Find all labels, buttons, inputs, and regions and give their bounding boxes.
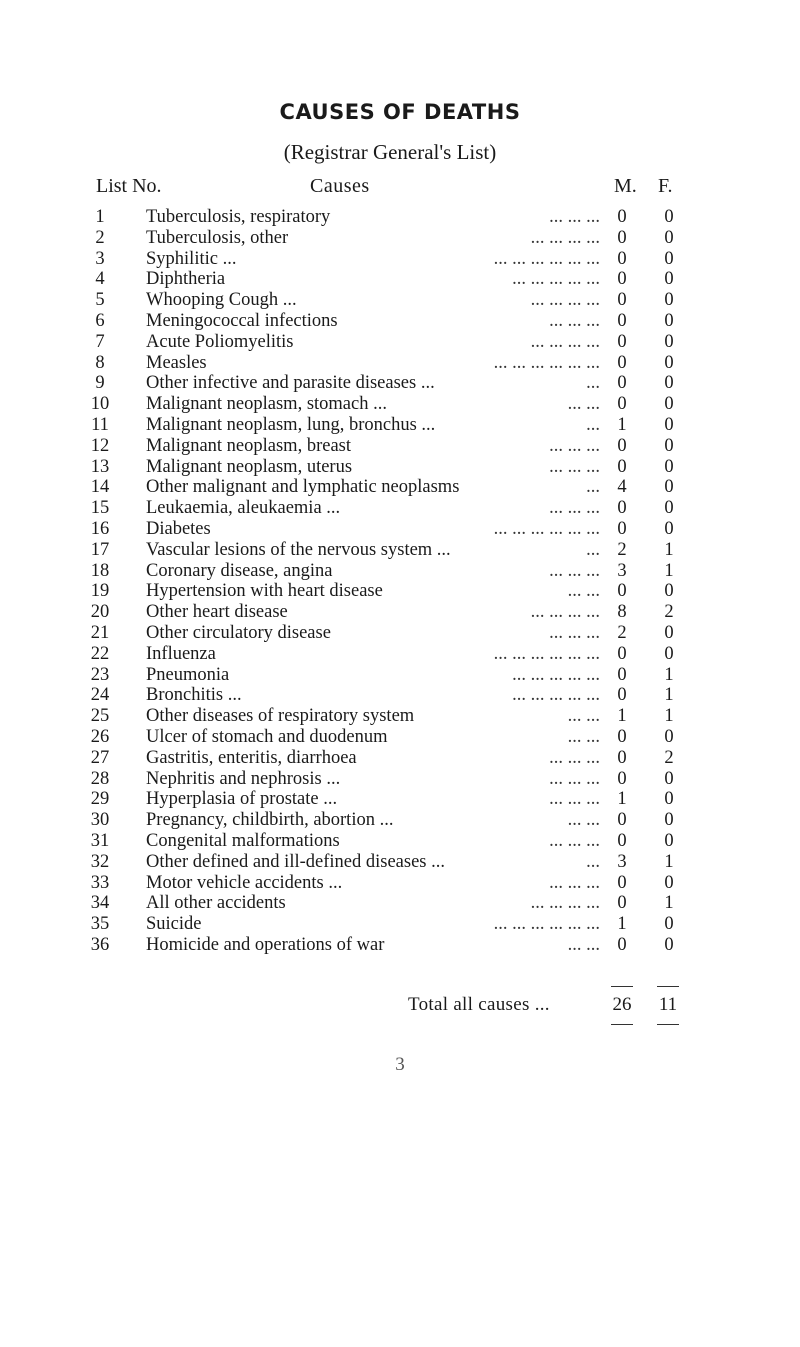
row-number: 10 — [90, 394, 110, 415]
row-female-count: 0 — [664, 248, 674, 269]
table-row — [0, 249, 800, 270]
row-cause: Meningococcal infections — [146, 310, 338, 331]
row-cause: Other infective and parasite diseases ... — [146, 373, 435, 394]
row-male-count: 0 — [617, 290, 627, 311]
row-male-count: 0 — [617, 810, 627, 831]
row-number: 12 — [90, 435, 110, 456]
row-leader-dots: ... ... — [567, 810, 600, 831]
row-cause: Motor vehicle accidents ... — [146, 872, 343, 893]
row-number: 6 — [95, 310, 105, 331]
row-number: 9 — [95, 373, 105, 394]
table-row — [0, 436, 800, 457]
row-number: 15 — [90, 498, 110, 519]
row-cause: Diabetes — [146, 518, 211, 539]
row-female-count: 1 — [664, 685, 674, 706]
row-cause: Pregnancy, childbirth, abortion ... — [146, 810, 394, 831]
row-leader-dots: ... ... — [567, 934, 600, 955]
row-leader-dots: ... — [586, 539, 600, 560]
row-cause: Malignant neoplasm, lung, bronchus ... — [146, 414, 436, 435]
row-leader-dots: ... ... ... ... ... ... — [493, 352, 600, 373]
row-cause: Vascular lesions of the nervous system ... — [146, 539, 451, 560]
table-row — [0, 228, 800, 249]
table-row — [0, 477, 800, 498]
row-leader-dots: ... ... ... — [549, 310, 600, 331]
table-row — [0, 269, 800, 290]
row-female-count: 0 — [664, 622, 674, 643]
row-male-count: 0 — [617, 456, 627, 477]
row-cause: Other circulatory disease — [146, 622, 331, 643]
row-female-count: 0 — [664, 830, 674, 851]
row-male-count: 0 — [617, 207, 627, 227]
row-number: 16 — [90, 518, 110, 539]
row-number: 27 — [90, 747, 110, 768]
row-cause: Bronchitis ... — [146, 685, 242, 706]
row-female-count: 0 — [664, 581, 674, 602]
row-leader-dots: ... ... ... ... ... ... — [493, 518, 600, 539]
row-cause: Hyperplasia of prostate ... — [146, 789, 338, 810]
row-number: 7 — [95, 331, 105, 352]
row-female-count: 0 — [664, 768, 674, 789]
row-male-count: 2 — [617, 539, 627, 560]
table-header — [0, 175, 800, 205]
row-male-count: 0 — [617, 726, 627, 747]
row-male-count: 0 — [617, 664, 627, 685]
table-row — [0, 810, 800, 831]
row-male-count: 3 — [617, 851, 627, 872]
row-male-count: 0 — [617, 747, 627, 768]
table-row — [0, 207, 800, 228]
row-male-count: 1 — [617, 914, 627, 935]
row-cause: Other heart disease — [146, 602, 288, 623]
table-row — [0, 415, 800, 436]
row-number: 8 — [95, 352, 105, 373]
row-male-count: 0 — [617, 768, 627, 789]
row-leader-dots: ... ... ... — [549, 435, 600, 456]
row-leader-dots: ... — [586, 477, 600, 498]
row-leader-dots: ... ... ... — [549, 747, 600, 768]
table-row — [0, 623, 800, 644]
row-male-count: 0 — [617, 227, 627, 248]
row-male-count: 0 — [617, 352, 627, 373]
table-row — [0, 457, 800, 478]
row-female-count: 0 — [664, 414, 674, 435]
row-cause: Tuberculosis, respiratory — [146, 207, 331, 227]
row-male-count: 1 — [617, 414, 627, 435]
row-number: 23 — [90, 664, 110, 685]
row-leader-dots: ... ... ... ... ... — [512, 269, 600, 290]
causes-table — [0, 207, 800, 956]
row-female-count: 0 — [664, 456, 674, 477]
row-leader-dots: ... ... ... — [549, 560, 600, 581]
row-number: 19 — [90, 581, 110, 602]
row-female-count: 1 — [664, 893, 674, 914]
table-row — [0, 540, 800, 561]
row-number: 33 — [90, 872, 110, 893]
row-cause: Nephritis and nephrosis ... — [146, 768, 341, 789]
row-cause: Suicide — [146, 914, 202, 935]
row-leader-dots: ... ... ... — [549, 498, 600, 519]
row-number: 31 — [90, 830, 110, 851]
row-cause: Other defined and ill-defined diseases ... — [146, 851, 445, 872]
table-row — [0, 893, 800, 914]
row-male-count: 0 — [617, 310, 627, 331]
row-number: 2 — [95, 227, 105, 248]
row-leader-dots: ... ... ... ... — [530, 893, 600, 914]
row-male-count: 0 — [617, 581, 627, 602]
row-number: 21 — [90, 622, 110, 643]
row-number: 36 — [90, 934, 110, 955]
row-female-count: 1 — [664, 539, 674, 560]
table-row — [0, 602, 800, 623]
row-leader-dots: ... — [586, 373, 600, 394]
row-number: 4 — [95, 269, 105, 290]
row-cause: Measles — [146, 352, 207, 373]
row-number: 13 — [90, 456, 110, 477]
row-cause: Other malignant and lymphatic neoplasms — [146, 477, 460, 498]
row-leader-dots: ... ... — [567, 394, 600, 415]
table-row — [0, 727, 800, 748]
row-cause: Influenza — [146, 643, 216, 664]
page-number: 3 — [395, 1054, 405, 1075]
row-female-count: 0 — [664, 269, 674, 290]
page-subtitle: (Registrar General's List) — [283, 140, 497, 164]
header-male: M. — [614, 175, 637, 197]
row-cause: Pneumonia — [146, 664, 230, 685]
table-row — [0, 873, 800, 894]
row-number: 1 — [95, 207, 105, 227]
row-cause: Hypertension with heart disease — [146, 581, 383, 602]
table-row — [0, 581, 800, 602]
row-female-count: 0 — [664, 810, 674, 831]
row-male-count: 0 — [617, 934, 627, 955]
row-leader-dots: ... ... — [567, 581, 600, 602]
table-row — [0, 561, 800, 582]
table-row — [0, 311, 800, 332]
row-male-count: 0 — [617, 373, 627, 394]
row-cause: Syphilitic ... — [146, 248, 237, 269]
row-cause: Coronary disease, angina — [146, 560, 333, 581]
table-row — [0, 665, 800, 686]
row-number: 29 — [90, 789, 110, 810]
row-male-count: 3 — [617, 560, 627, 581]
row-female-count: 0 — [664, 227, 674, 248]
row-number: 17 — [90, 539, 110, 560]
row-cause: Malignant neoplasm, stomach ... — [146, 394, 387, 415]
table-row — [0, 519, 800, 540]
row-female-count: 0 — [664, 352, 674, 373]
row-female-count: 0 — [664, 373, 674, 394]
table-row — [0, 644, 800, 665]
total-rule-bottom-f — [657, 1024, 679, 1025]
row-leader-dots: ... — [586, 851, 600, 872]
row-leader-dots: ... ... ... ... ... ... — [493, 643, 600, 664]
row-male-count: 0 — [617, 872, 627, 893]
row-female-count: 0 — [664, 914, 674, 935]
row-leader-dots: ... ... ... ... — [530, 331, 600, 352]
row-leader-dots: ... ... ... — [549, 622, 600, 643]
total-rule-bottom-m — [611, 1024, 633, 1025]
row-female-count: 1 — [664, 560, 674, 581]
table-row — [0, 332, 800, 353]
row-cause: Other diseases of respiratory system — [146, 706, 415, 727]
row-number: 25 — [90, 706, 110, 727]
row-cause: Malignant neoplasm, breast — [146, 435, 351, 456]
row-male-count: 0 — [617, 518, 627, 539]
row-female-count: 0 — [664, 435, 674, 456]
row-cause: Congenital malformations — [146, 830, 340, 851]
row-leader-dots: ... ... ... — [549, 830, 600, 851]
row-cause: All other accidents — [146, 893, 286, 914]
row-cause: Malignant neoplasm, uterus — [146, 456, 353, 477]
row-female-count: 0 — [664, 310, 674, 331]
row-female-count: 0 — [664, 394, 674, 415]
table-row — [0, 498, 800, 519]
row-leader-dots: ... ... ... — [549, 789, 600, 810]
row-male-count: 4 — [617, 477, 627, 498]
row-female-count: 0 — [664, 934, 674, 955]
row-female-count: 0 — [664, 477, 674, 498]
row-cause: Leukaemia, aleukaemia ... — [146, 498, 341, 519]
row-female-count: 2 — [664, 602, 674, 623]
header-female: F. — [658, 175, 673, 197]
row-leader-dots: ... ... ... ... ... ... — [493, 248, 600, 269]
row-female-count: 0 — [664, 643, 674, 664]
row-male-count: 0 — [617, 248, 627, 269]
row-number: 34 — [90, 893, 110, 914]
table-row — [0, 685, 800, 706]
row-cause: Tuberculosis, other — [146, 227, 289, 248]
row-number: 32 — [90, 851, 110, 872]
row-male-count: 0 — [617, 435, 627, 456]
table-row — [0, 706, 800, 727]
row-number: 3 — [95, 248, 105, 269]
row-cause: Homicide and operations of war — [146, 934, 385, 955]
table-row — [0, 394, 800, 415]
row-number: 22 — [90, 643, 110, 664]
row-leader-dots: ... ... ... ... — [530, 602, 600, 623]
row-leader-dots: ... ... ... — [549, 207, 600, 227]
row-number: 5 — [95, 290, 105, 311]
page-title: CAUSES OF DEATHS — [279, 100, 521, 124]
row-number: 11 — [91, 414, 109, 435]
row-male-count: 0 — [617, 685, 627, 706]
row-female-count: 0 — [664, 518, 674, 539]
row-leader-dots: ... ... ... ... — [530, 290, 600, 311]
row-number: 24 — [90, 685, 110, 706]
row-number: 14 — [90, 477, 110, 498]
row-cause: Ulcer of stomach and duodenum — [146, 726, 388, 747]
row-female-count: 0 — [664, 331, 674, 352]
row-leader-dots: ... — [586, 414, 600, 435]
row-number: 35 — [90, 914, 110, 935]
table-row — [0, 769, 800, 790]
row-male-count: 0 — [617, 331, 627, 352]
row-leader-dots: ... ... ... — [549, 456, 600, 477]
row-cause: Whooping Cough ... — [146, 290, 297, 311]
row-male-count: 2 — [617, 622, 627, 643]
table-row — [0, 353, 800, 374]
row-leader-dots: ... ... ... ... — [530, 227, 600, 248]
table-row — [0, 373, 800, 394]
row-female-count: 0 — [664, 290, 674, 311]
table-row — [0, 852, 800, 873]
total-row — [0, 994, 800, 1018]
row-male-count: 0 — [617, 643, 627, 664]
table-row — [0, 290, 800, 311]
row-cause: Acute Poliomyelitis — [146, 331, 294, 352]
row-female-count: 0 — [664, 726, 674, 747]
row-female-count: 1 — [664, 706, 674, 727]
row-male-count: 0 — [617, 893, 627, 914]
row-female-count: 0 — [664, 207, 674, 227]
table-row — [0, 914, 800, 935]
row-cause: Diphtheria — [146, 269, 226, 290]
row-male-count: 0 — [617, 269, 627, 290]
table-row — [0, 831, 800, 852]
row-female-count: 1 — [664, 851, 674, 872]
total-male: 26 — [612, 994, 632, 1015]
row-male-count: 0 — [617, 498, 627, 519]
table-row — [0, 935, 800, 956]
row-leader-dots: ... ... ... ... ... ... — [493, 914, 600, 935]
row-cause: Gastritis, enteritis, diarrhoea — [146, 747, 357, 768]
table-row — [0, 748, 800, 769]
row-male-count: 1 — [617, 706, 627, 727]
row-female-count: 1 — [664, 664, 674, 685]
row-leader-dots: ... ... — [567, 726, 600, 747]
row-female-count: 0 — [664, 789, 674, 810]
row-leader-dots: ... ... — [567, 706, 600, 727]
row-leader-dots: ... ... ... — [549, 872, 600, 893]
row-leader-dots: ... ... ... ... ... — [512, 685, 600, 706]
row-number: 20 — [90, 602, 110, 623]
total-rule-top-f — [657, 986, 679, 987]
row-female-count: 0 — [664, 872, 674, 893]
total-rule-top-m — [611, 986, 633, 987]
row-number: 28 — [90, 768, 110, 789]
total-label: Total all causes ... — [408, 994, 550, 1015]
row-male-count: 0 — [617, 830, 627, 851]
total-female: 11 — [658, 994, 678, 1015]
table-row — [0, 789, 800, 810]
row-leader-dots: ... ... ... — [549, 768, 600, 789]
row-male-count: 1 — [617, 789, 627, 810]
row-male-count: 0 — [617, 394, 627, 415]
header-causes: Causes — [310, 175, 370, 197]
row-male-count: 8 — [617, 602, 627, 623]
row-number: 18 — [90, 560, 110, 581]
row-number: 30 — [90, 810, 110, 831]
row-number: 26 — [90, 726, 110, 747]
header-list-no: List No. — [96, 175, 162, 197]
row-female-count: 2 — [664, 747, 674, 768]
row-female-count: 0 — [664, 498, 674, 519]
row-leader-dots: ... ... ... ... ... — [512, 664, 600, 685]
